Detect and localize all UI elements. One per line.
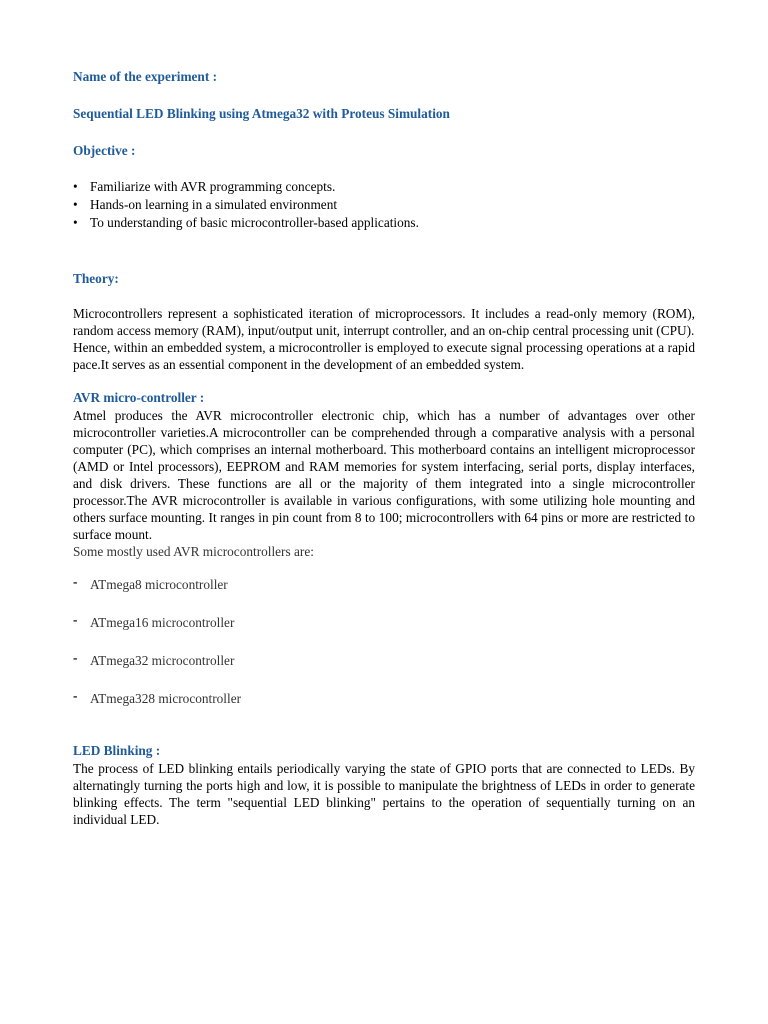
avr-list-intro: Some mostly used AVR microcontrollers are: bbox=[73, 544, 314, 559]
experiment-name-heading: Name of the experiment : bbox=[73, 69, 217, 84]
bullet-icon: • bbox=[73, 179, 78, 194]
objective-item-text: Hands-on learning in a simulated environment bbox=[90, 197, 338, 212]
list-item bbox=[73, 690, 695, 708]
avr-item-text: ATmega8 microcontroller bbox=[90, 577, 228, 592]
avr-microcontroller-list bbox=[73, 576, 695, 708]
objective-item-text: To understanding of basic microcontroller-based applications. bbox=[90, 215, 419, 230]
objective-list bbox=[73, 178, 695, 232]
list-item bbox=[73, 614, 695, 632]
avr-paragraph: Atmel produces the AVR microcontroller electronic chip, which has a number of advantages over other microcontroller varieties.A microcontroller can be comprehended through a comparative analysis with a personal computer (PC), which comprises an internal motherboard. This motherboard contains an intelligent microprocessor (AMD or Intel processors), EEPROM and RAM memories for system interfacing, serial ports, display interfaces, and disk drivers. These functions are all or the majority of them integrated into a single microcontroller processor.The AVR microcontroller is available in various configurations, with some utilizing hole mounting and others surface mounting. It ranges in pin count from 8 to 100; microcontrollers with 64 pins or more are restricted to surface mount. bbox=[73, 408, 695, 542]
list-item bbox=[73, 178, 695, 196]
avr-item-text: ATmega328 microcontroller bbox=[90, 691, 242, 706]
list-item bbox=[73, 576, 695, 594]
bullet-icon: • bbox=[73, 215, 78, 230]
avr-item-text: ATmega32 microcontroller bbox=[90, 653, 235, 668]
document-page bbox=[73, 68, 695, 828]
list-item bbox=[73, 196, 695, 214]
avr-item-text: ATmega16 microcontroller bbox=[90, 615, 235, 630]
list-item bbox=[73, 652, 695, 670]
list-item bbox=[73, 214, 695, 232]
dash-icon: - bbox=[73, 574, 78, 589]
avr-heading: AVR micro-controller : bbox=[73, 390, 205, 405]
objective-heading: Objective : bbox=[73, 143, 136, 158]
theory-heading: Theory: bbox=[73, 271, 119, 286]
led-paragraph: The process of LED blinking entails periodically varying the state of GPIO ports that are connected to LEDs. By alternatingly turning the ports high and low, it is possible to manipulate the brightness of LEDs in order to generate blinking effects. The term "sequential LED blinking" pertains to the operation of sequentially turning on an individual LED. bbox=[73, 761, 695, 827]
dash-icon: - bbox=[73, 688, 78, 703]
bullet-icon: • bbox=[73, 197, 78, 212]
objective-item-text: Familiarize with AVR programming concepts. bbox=[90, 179, 336, 194]
theory-paragraph-1: Microcontrollers represent a sophisticated iteration of microprocessors. It includes a read-only memory (ROM), random access memory (RAM), input/output unit, interrupt controller, and an on-chip central processing unit (CPU). bbox=[73, 306, 695, 338]
dash-icon: - bbox=[73, 650, 78, 665]
led-heading: LED Blinking : bbox=[73, 743, 161, 758]
theory-paragraph-2: Hence, within an embedded system, a microcontroller is employed to execute signal processing operations at a rapid pace.It serves as an essential component in the development of an embedded system. bbox=[73, 340, 695, 372]
dash-icon: - bbox=[73, 612, 78, 627]
experiment-title: Sequential LED Blinking using Atmega32 with Proteus Simulation bbox=[73, 106, 450, 121]
